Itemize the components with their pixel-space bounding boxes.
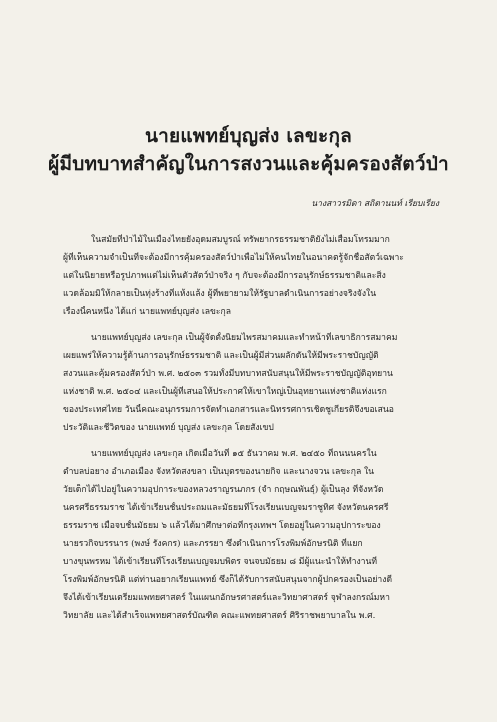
paragraph-3-line: บางขุนพรหม ได้เข้าเรียนที่โรงเรียนเบญจมบพิตร จนจบมัธยม ๘ มีผู้แนะนำให้ทำงานที่ xyxy=(63,557,378,567)
paragraph-1-line: เรื่องนี้คนหนึ่ง ได้แก่ นายแพทย์บุญส่ง เลขะกุล xyxy=(63,307,232,317)
paragraph-2-line: แห่งชาติ พ.ศ. ๒๕๐๔ และเป็นผู้ที่เสนอให้ประกาศให้เขาใหญ่เป็นอุทยานแห่งชาติแห่งแรก xyxy=(63,387,387,397)
paragraph-3-line: วัยเด็กได้ไปอยู่ในความอุปการะของหลวงราญรนภกร (จำ กฤษณพันธุ์) ผู้เป็นลุง ที่จังหวัด xyxy=(63,485,384,495)
paragraph-2-line: ประวัติและชีวิตของ นายแพทย์ บุญส่ง เลขะกุล โดยสังเขป xyxy=(63,423,274,433)
paragraph-2-line: สงวนและคุ้มครองสัตว์ป่า พ.ศ. ๒๕๐๓ รวมทั้งมีบทบาทสนับสนุนให้มีพระราชบัญญัติอุทยาน xyxy=(63,369,393,379)
paragraph-1-line: ผู้ที่เห็นความจำเป็นที่จะต้องมีการคุ้มครองสัตว์ป่าเพื่อไม่ให้คนไทยในอนาคตรู้จักชื่อสัตว์เฉพาะ xyxy=(63,253,404,263)
paragraph-3-line: นายแพทย์บุญส่ง เลขะกุล เกิดเมื่อวันที่ ๑๕ ธันวาคม พ.ศ. ๒๔๕๐ ที่ถนนนครใน xyxy=(91,449,377,459)
author-credit: นางสาวรมิดา สถิตานนท์ เรียบเรียง xyxy=(311,199,439,209)
paragraph-3-line: นายรวกิจบรรนาร (พงษ์ รังคกร) และภรรยา ซึ่งดำเนินการโรงพิมพ์อักษรนิติ ที่แยก xyxy=(63,539,363,549)
title-line-1: นายแพทย์บุญส่ง เลขะกุล xyxy=(144,125,353,147)
paragraph-3-line: ตำบลบ่อยาง อำเภอเมือง จังหวัดสงขลา เป็นบุตรของนายกิจ และนางจวน เลขะกุล ใน xyxy=(63,467,375,477)
paragraph-1-line: แต่ในนิยายหรือรูปภาพแต่ไม่เห็นตัวสัตว์ป่าจริง ๆ กับจะต้องมีการอนุรักษ์ธรรมชาติและสิ่ง xyxy=(63,271,386,281)
paragraph-3-line: โรงพิมพ์อักษรนิติ แต่ท่านอยากเรียนแพทย์ ซึ่งก็ได้รับการสนับสนุนจากผู้ปกครองเป็นอย่างดี xyxy=(63,575,393,585)
title-line-2: ผู้มีบทบาทสำคัญในการสงวนและคุ้มครองสัตว์ป่า xyxy=(48,153,449,175)
paragraph-1-line: แวดล้อมมิให้กลายเป็นทุ่งร้างที่แห้งแล้ง ผู้ที่พยายามให้รัฐบาลดำเนินการอย่างจริงจังใน xyxy=(63,289,377,299)
paragraph-2-line: นายแพทย์บุญส่ง เลขะกุล เป็นผู้จัดตั้งนิยมไพรสมาคมและทำหน้าที่เลขาธิการสมาคม xyxy=(91,333,398,343)
paragraph-3-line: ธรรมราช เมื่อจบชั้นมัธยม ๖ แล้วได้มาศึกษาต่อที่กรุงเทพฯ โดยอยู่ในความอุปการะของ xyxy=(63,521,381,531)
paragraph-3-line: นครศรีธรรมราช ได้เข้าเรียนชั้นประถมและมัธยมที่โรงเรียนเบญจมราชูทิศ จังหวัดนครศรี xyxy=(63,503,389,513)
paragraph-1-line: ในสมัยที่ป่าไม้ในเมืองไทยยังอุดมสมบูรณ์ ทรัพยากรธรรมชาติยังไม่เสื่อมโทรมมาก xyxy=(91,235,390,245)
paragraph-2-line: เผยแพร่ให้ความรู้ด้านการอนุรักษ์ธรรมชาติ และเป็นผู้มีส่วนผลักดันให้มีพระราชบัญญัติ xyxy=(63,351,379,361)
paragraph-3-line: จึงได้เข้าเรียนเตรียมแพทยศาสตร์ ในแผนกอักษรศาสตร์และวิทยาศาสตร์ จุฬาลงกรณ์มหา xyxy=(63,593,390,603)
paragraph-3-line: วิทยาลัย และได้สำเร็จแพทยศาสตร์บัณฑิต คณะแพทยศาสตร์ ศิริราชพยาบาลใน พ.ศ. xyxy=(63,611,376,621)
paragraph-2-line: ของประเทศไทย วันนี้คณะอนุกรรมการจัดทำเอกสารและนิทรรศการเชิดชูเกียรติจึงขอเสนอ xyxy=(63,405,394,415)
